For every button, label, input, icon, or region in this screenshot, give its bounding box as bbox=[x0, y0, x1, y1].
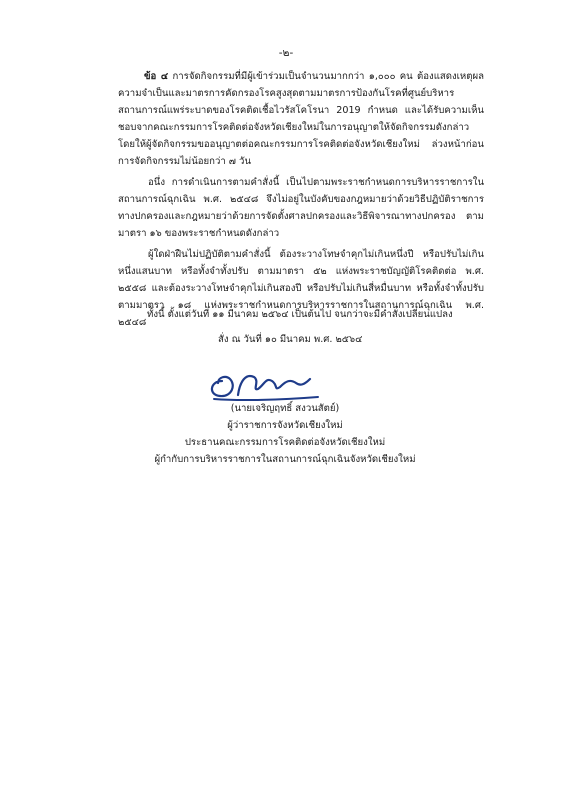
legal-basis-paragraph bbox=[118, 174, 484, 242]
order-body bbox=[118, 68, 484, 335]
clause-4-paragraph bbox=[118, 68, 484, 170]
signed-date: สั่ง ณ วันที่ ๑๐ มีนาคม พ.ศ. ๒๕๖๔ bbox=[218, 334, 363, 345]
clause-label: ข้อ ๔ bbox=[144, 71, 169, 82]
effective-clause: ทั้งนี้ ตั้งแต่วันที่ ๑๑ มีนาคม ๒๕๖๔ เป็นต้นไป จนกว่าจะมีคำสั่งเปลี่ยนแปลง bbox=[147, 309, 453, 320]
clause-text: การจัดกิจกรรมที่มีผู้เข้าร่วมเป็นจำนวนมากกว่า ๑,๐๐๐ คน ต้องแสดงเหตุผลความจำเป็นและมาตรการคัดกรองโรคสูงสุดตามมาตรการป้องกันโรคที่ศูนย์บริหารสถานการณ์แพร่ระบาดของโรคติดเชื้อไวรัสโคโรนา 2019 กำหนด และได้รับความเห็นชอบจากคณะกรรมการโรคติดต่อจังหวัดเชียงใหม่ในการอนุญาตให้จัดกิจกรรมดังกล่าว โดยให้ผู้จัดกิจกรรมขออนุญาตต่อคณะกรรมการโรคติดต่อจังหวัดเชียงใหม่ ล่วงหน้าก่อนการจัดกิจกรรมไม่น้อยกว่า ๗ วัน bbox=[118, 71, 484, 167]
signatory-block bbox=[120, 400, 450, 468]
signatory-name: (นายเจริญฤทธิ์ สงวนสัตย์) bbox=[230, 403, 340, 414]
signatory-title-governor: ผู้ว่าราชการจังหวัดเชียงใหม่ bbox=[227, 420, 343, 431]
signatory-title-committee-chair: ประธานคณะกรรมการโรคติดต่อจังหวัดเชียงใหม่ bbox=[184, 437, 386, 448]
signature-image bbox=[200, 351, 330, 403]
signatory-title-emergency-supervisor: ผู้กำกับการบริหารราชการในสถานการณ์ฉุกเฉินจังหวัดเชียงใหม่ bbox=[154, 454, 416, 465]
page-number: -๒- bbox=[278, 47, 294, 59]
penalty-text: ผู้ใดฝ่าฝืนไม่ปฏิบัติตามคำสั่งนี้ ต้องระวางโทษจำคุกไม่เกินหนึ่งปี หรือปรับไม่เกินหนึ่งแสนบาท หรือทั้งจำทั้งปรับ ตามมาตรา ๕๒ แห่งพระราชบัญญัติโรคติดต่อ พ.ศ. ๒๕๕๘ และต้องระวางโทษจำคุกไม่เกินสองปี หรือปรับไม่เกินสี่หมื่นบาท หรือทั้งจำทั้งปรับ ตามมาตรา ๑๘ แห่งพระราชกำหนดการบริหารราชการในสถานการณ์ฉุกเฉิน พ.ศ. ๒๕๔๘ bbox=[118, 249, 484, 328]
legal-basis-text: อนึ่ง การดำเนินการตามคำสั่งนี้ เป็นไปตามพระราชกำหนดการบริหารราชการในสถานการณ์ฉุกเฉิน พ.ศ. ๒๕๔๘ จึงไม่อยู่ในบังคับของกฎหมายว่าด้วยวิธีปฏิบัติราชการทางปกครองและกฎหมายว่าด้วยการจัดตั้งศาลปกครองและวิธีพิจารณาทางปกครอง ตามมาตรา ๑๖ ของพระราชกำหนดดังกล่าว bbox=[118, 177, 484, 239]
